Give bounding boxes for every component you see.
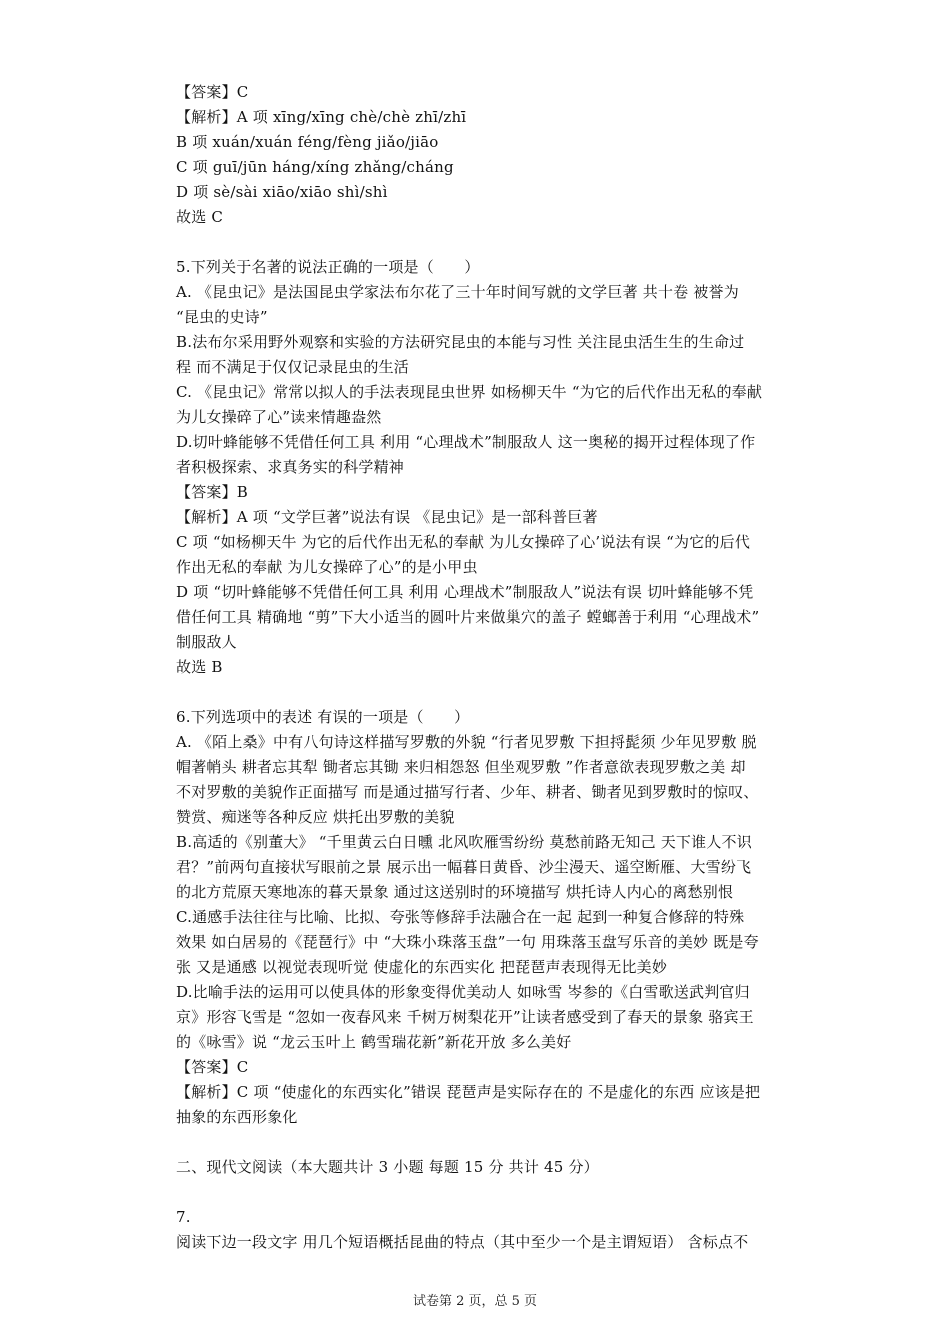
- question-6-block: [176, 705, 816, 1130]
- option-line: A. 《陌上桑》中有八句诗这样描写罗敷的外貌 “行者见罗敷 下担捋髭须 少年见罗敷 脱: [176, 733, 757, 751]
- answer-line: 【答案】C: [176, 83, 249, 101]
- question-stem: 阅读下边一段文字 用几个短语概括昆曲的特点（其中至少一个是主谓短语） 含标点不: [176, 1233, 749, 1251]
- option-line: 的《咏雪》说 “龙云玉叶上 鹤雪瑞花新”新花开放 多么美好: [176, 1033, 572, 1051]
- option-line: 帽著帩头 耕者忘其犁 锄者忘其锄 来归相怨怒 但坐观罗敷 ”作者意欲表现罗敷之美 却: [176, 758, 746, 776]
- analysis-line: 抽象的东西形象化: [176, 1108, 298, 1126]
- page-footer: 试卷第 2 页，总 5 页: [412, 1294, 538, 1309]
- answer-line: 【答案】B: [176, 483, 249, 501]
- question-4-answer-block: [176, 80, 816, 230]
- analysis-line: D 项 “切叶蜂能够不凭借任何工具 利用 心理战术”制服敌人”说法有误 切叶蜂能够不凭: [176, 583, 754, 601]
- option-line: D.切叶蜂能够不凭借任何工具 利用 “心理战术”制服敌人 这一奥秘的揭开过程体现了作: [176, 433, 756, 451]
- option-line: 赞赏、痴迷等各种反应 烘托出罗敷的美貌: [176, 808, 455, 826]
- conclusion-line: 故选 C: [176, 208, 224, 226]
- answer-line: 【答案】C: [176, 1058, 249, 1076]
- analysis-line: 【解析】A 项 xīng/xīng chè/chè zhī/zhī: [176, 108, 467, 126]
- analysis-line: D 项 sè/sài xiāo/xiāo shì/shì: [176, 183, 388, 201]
- option-line: 效果 如白居易的《琵琶行》中 “大珠小珠落玉盘”一句 用珠落玉盘写乐音的美妙 既是夸: [176, 933, 759, 951]
- spacer: [176, 680, 816, 705]
- option-line: C. 《昆虫记》常常以拟人的手法表现昆虫世界 如杨柳天牛 “为它的后代作出无私的奉献: [176, 383, 763, 401]
- spacer: [176, 1180, 816, 1205]
- option-line: 京》形容飞雪是 “忽如一夜春风来 千树万树梨花开”让读者感受到了春天的景象 骆宾王: [176, 1008, 754, 1026]
- question-stem: 6.下列选项中的表述 有误的一项是（ ）: [176, 708, 470, 726]
- section-heading: 二、现代文阅读（本大题共计 3 小题 每题 15 分 共计 45 分）: [176, 1158, 599, 1176]
- analysis-line: 借任何工具 精确地 “剪”下大小适当的圆叶片来做巢穴的盖子 螳螂善于利用 “心理战术”: [176, 608, 760, 626]
- document-body: [176, 80, 816, 1255]
- question-5-block: [176, 255, 816, 680]
- option-line: B.法布尔采用野外观察和实验的方法研究昆虫的本能与习性 关注昆虫活生生的生命过: [176, 333, 745, 351]
- spacer: [176, 1130, 816, 1155]
- option-line: 张 又是通感 以视觉表现听觉 使虚化的东西实化 把琵琶声表现得无比美妙: [176, 958, 668, 976]
- spacer: [176, 230, 816, 255]
- conclusion-line: 故选 B: [176, 658, 223, 676]
- question-7-block: [176, 1205, 816, 1255]
- analysis-line: 制服敌人: [176, 633, 237, 651]
- option-line: D.比喻手法的运用可以使具体的形象变得优美动人 如咏雪 岑参的《白雪歌送武判官归: [176, 983, 750, 1001]
- option-line: C.通感手法往往与比喻、比拟、夸张等修辞手法融合在一起 起到一种复合修辞的特殊: [176, 908, 745, 926]
- analysis-line: 【解析】A 项 “文学巨著”说法有误 《昆虫记》是一部科普巨著: [176, 508, 598, 526]
- option-line: 程 而不满足于仅仅记录昆虫的生活: [176, 358, 409, 376]
- analysis-line: B 项 xuán/xuán féng/fèng jiǎo/jiāo: [176, 133, 439, 151]
- option-line: “昆虫的史诗”: [176, 308, 268, 326]
- analysis-line: C 项 “如杨柳天牛 为它的后代作出无私的奉献 为儿女操碎了心’说法有误 “为它的后代: [176, 533, 751, 551]
- option-line: B.高适的《别董大》 “千里黄云白日曛 北风吹雁雪纷纷 莫愁前路无知己 天下谁人不识: [176, 833, 752, 851]
- question-number: 7.: [176, 1208, 191, 1226]
- option-line: 君？”前两句直接状写眼前之景 展示出一幅暮日黄昏、沙尘漫天、遥空断雁、大雪纷飞: [176, 858, 752, 876]
- question-stem: 5.下列关于名著的说法正确的一项是（ ）: [176, 258, 480, 276]
- option-line: 为儿女操碎了心”读来情趣盎然: [176, 408, 382, 426]
- option-line: 不对罗敷的美貌作正面描写 而是通过描写行者、少年、耕者、锄者见到罗敷时的惊叹、: [176, 783, 759, 801]
- analysis-line: C 项 guī/jūn háng/xíng zhǎng/cháng: [176, 158, 454, 176]
- option-line: 者积极探索、求真务实的科学精神: [176, 458, 405, 476]
- analysis-line: 作出无私的奉献 为儿女操碎了心”的是小甲虫: [176, 558, 478, 576]
- option-line: A. 《昆虫记》是法国昆虫学家法布尔花了三十年时间写就的文学巨著 共十卷 被誉为: [176, 283, 739, 301]
- analysis-line: 【解析】C 项 “使虚化的东西实化”错误 琵琶声是实际存在的 不是虚化的东西 应该是把: [176, 1083, 761, 1101]
- option-line: 的北方荒原天寒地冻的暮天景象 通过这送别时的环境描写 烘托诗人内心的离愁别恨: [176, 883, 734, 901]
